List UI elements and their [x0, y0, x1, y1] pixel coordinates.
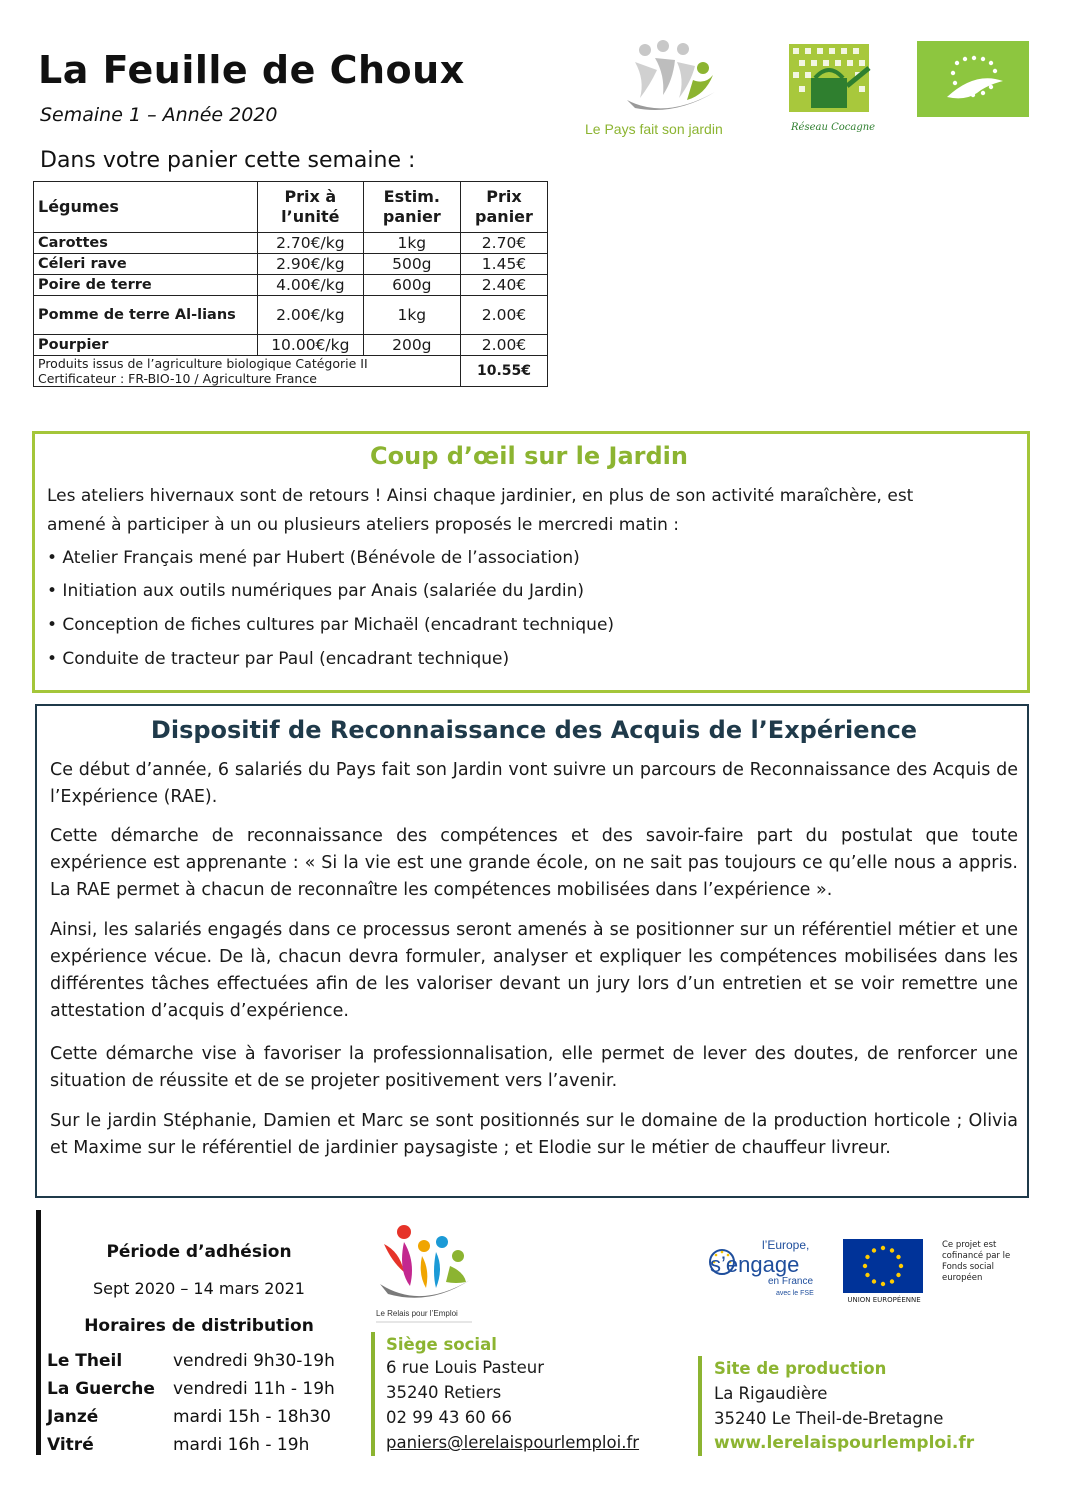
head-office-phone: 02 99 43 60 66 [386, 1408, 512, 1427]
production-site-title: Site de production [714, 1359, 887, 1378]
pays-fait-son-jardin-logo [585, 40, 765, 140]
quantity: 500g [363, 254, 460, 275]
schedule-time: vendredi 11h - 19h [173, 1379, 335, 1399]
rae-section-title: Dispositif de Reconnaissance des Acquis de l’Expérience [150, 716, 918, 744]
unit-price: 2.70€/kg [258, 233, 364, 254]
header-vegetables: Légumes [34, 182, 258, 233]
siege-divider [371, 1332, 375, 1456]
table-row [34, 275, 548, 296]
europe-sengage-logo [700, 1238, 822, 1300]
vegetable-name: Carottes [34, 233, 258, 254]
garden-section-title: Coup d’œil sur le Jardin [370, 442, 688, 470]
price: 2.40€ [460, 275, 547, 296]
table-row [34, 254, 548, 275]
garden-intro-line-2: amené à participer à un ou plusieurs ateliers proposés le mercredi matin : [47, 515, 680, 535]
pays-logo-caption: Le Pays fait son jardin [585, 121, 723, 137]
membership-period-title: Période d’adhésion [106, 1242, 292, 1262]
price: 2.70€ [460, 233, 547, 254]
schedule-place: Vitré [47, 1435, 94, 1455]
rae-paragraph-4: Cette démarche vise à favoriser la professionnalisation, elle permet de lever des doutes, de renforcer une situation de réussite et de se projeter positivement vers l’avenir. [50, 1044, 1018, 1091]
distribution-hours-title: Horaires de distribution [84, 1316, 314, 1336]
unit-price: 2.00€/kg [258, 296, 364, 335]
rae-paragraph-2: Cette démarche de reconnaissance des compétences et des savoir-faire part du postulat que toute expérience est apprenante : « Si la vie est une grande école, on ne sait pas toujours ce qu’elle nous a appris. La RAE permet à chacun de reconnaître les compétences mobilisées dans l’expérience ». [50, 826, 1018, 900]
vegetable-name: Pomme de terre Al-lians [34, 296, 258, 335]
basket-heading: Dans votre panier cette semaine : [40, 148, 416, 173]
email-link[interactable]: paniers@lerelaispourlemploi.fr [386, 1433, 640, 1452]
quantity: 200g [363, 335, 460, 356]
schedule-place: Le Theil [47, 1351, 123, 1371]
list-item: • Atelier Français mené par Hubert (Bénévole de l’association) [47, 548, 580, 568]
unit-price: 10.00€/kg [258, 335, 364, 356]
newsletter-title: La Feuille de Choux [38, 48, 465, 92]
quantity: 600g [363, 275, 460, 296]
rae-paragraph-3: Ainsi, les salariés engagés dans ce processus seront amenés à se positionner sur un référentiel métier et une expérience vécue. De là, chacun devra formuler, analyser et expliquer les compétences mobilisées dans les différentes tâches effectuées afin de les valoriser devant un jury lors d’un entretien et se voir remettre une attestation d’acquis d’expérience. [50, 920, 1018, 1021]
table-header-row [34, 182, 548, 233]
garden-intro-line-1: Les ateliers hivernaux sont de retours ! Ainsi chaque jardinier, en plus de son activité maraîchère, est [47, 486, 914, 506]
price: 2.00€ [460, 335, 547, 356]
eu-flag-icon [843, 1239, 923, 1293]
table-row [34, 296, 548, 335]
quantity: 1kg [363, 296, 460, 335]
schedule-place: Janzé [47, 1407, 99, 1427]
table-row [34, 233, 548, 254]
head-office-title: Siège social [386, 1335, 497, 1354]
reseau-cocagne-logo [785, 42, 875, 137]
basket-total: 10.55€ [460, 356, 547, 387]
rae-paragraph-5: Sur le jardin Stéphanie, Damien et Marc se sont positionnés sur le domaine de la production horticole ; Olivia et Maxime sur le référentiel de jardinier paysagiste ; et Elodie sur le métier de chauffeur livreur. [50, 1111, 1018, 1158]
fse-cofinancing-note: Ce projet est cofinancé par le Fonds social européen [942, 1240, 1011, 1283]
membership-period-dates: Sept 2020 – 14 mars 2021 [93, 1279, 305, 1298]
vegetable-name: Céleri rave [34, 254, 258, 275]
site-divider [698, 1356, 702, 1456]
website-link[interactable]: www.lerelaispourlemploi.fr [714, 1433, 975, 1453]
price: 2.00€ [460, 296, 547, 335]
relais-logo-caption: Le Relais pour l’Emploi [376, 1309, 458, 1318]
head-office-city: 35240 Retiers [386, 1383, 502, 1402]
schedule-time: vendredi 9h30-19h [173, 1351, 335, 1371]
rae-paragraph-1: Ce début d’année, 6 salariés du Pays fait son Jardin vont suivre un parcours de Reconnaissance des Acquis de l’Expérience (RAE). [50, 760, 1018, 807]
table-row [34, 335, 548, 356]
list-item: • Initiation aux outils numériques par Anais (salariée du Jardin) [47, 581, 584, 601]
header-basket-price: Prix panier [460, 182, 547, 233]
header-unit-price: Prix à l’unité [258, 182, 364, 233]
basket-price-table [33, 181, 548, 387]
europe-logo-line-1: l’Europe, [762, 1238, 810, 1252]
price: 1.45€ [460, 254, 547, 275]
europe-logo-line-3: en France [768, 1276, 814, 1287]
vegetable-name: Pourpier [34, 335, 258, 356]
organic-eu-leaf-logo [917, 41, 1029, 117]
header-estimated-quantity: Estim. panier [363, 182, 460, 233]
unit-price: 2.90€/kg [258, 254, 364, 275]
newsletter-subtitle: Semaine 1 – Année 2020 [40, 104, 278, 126]
vegetable-name: Poire de terre [34, 275, 258, 296]
relais-pour-emploi-logo [370, 1222, 478, 1332]
cocagne-logo-caption: Réseau Cocagne [791, 122, 876, 133]
europe-logo-line-4: avec le FSE [776, 1290, 814, 1297]
europe-logo-line-2: s’engage [710, 1252, 800, 1277]
table-footer-row [34, 356, 548, 387]
quantity: 1kg [363, 233, 460, 254]
certification-note [34, 356, 461, 387]
list-item: • Conception de fiches cultures par Michaël (encadrant technique) [47, 615, 615, 635]
schedule-time: mardi 16h - 19h [173, 1435, 310, 1455]
schedule-place: La Guerche [47, 1379, 155, 1399]
unit-price: 4.00€/kg [258, 275, 364, 296]
list-item: • Conduite de tracteur par Paul (encadrant technique) [47, 649, 510, 669]
certification-line-1: Produits issus de l’agriculture biologique Catégorie II [38, 356, 368, 371]
certification-line-2: Certificateur : FR-BIO-10 / Agriculture France [38, 371, 317, 386]
production-site-name: La Rigaudière [714, 1384, 828, 1403]
schedule-time: mardi 15h - 18h30 [173, 1407, 331, 1427]
eu-label: UNION EUROPÉENNE [847, 1296, 921, 1304]
head-office-street: 6 rue Louis Pasteur [386, 1358, 545, 1377]
production-site-city: 35240 Le Theil-de-Bretagne [714, 1409, 944, 1428]
